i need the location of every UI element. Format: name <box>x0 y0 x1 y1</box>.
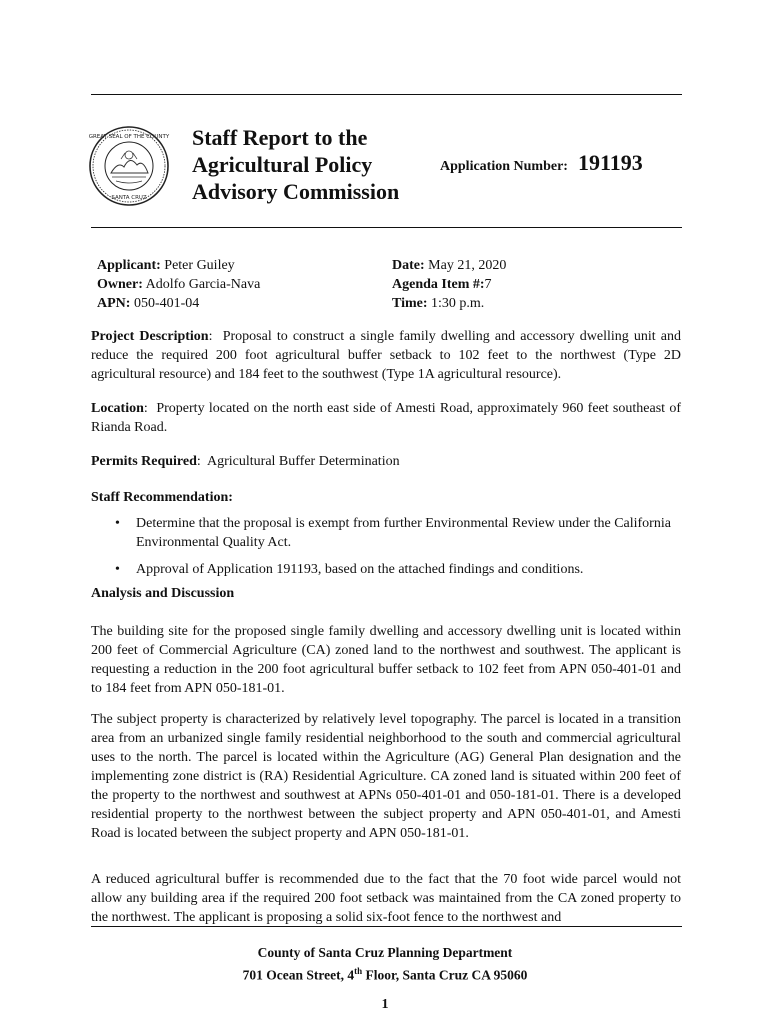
footer-line-1: County of Santa Cruz Planning Department <box>257 945 513 960</box>
meta-left <box>97 256 260 313</box>
analysis-paragraph: A reduced agricultural buffer is recommended due to the fact that the 70 foot wide parcel would not allow any building area if the required 200 foot setback was maintained from the CA zoned property to the northwest. The applicant is proposing a solid six-foot fence to the northwest and <box>91 872 681 925</box>
page-number: 1 <box>381 997 389 1012</box>
permits-text: Agricultural Buffer Determination <box>207 454 400 469</box>
applicant-value: Peter Guiley <box>164 258 235 273</box>
apn-value: 050-401-04 <box>133 296 200 311</box>
report-title <box>192 124 399 205</box>
staff-recommendation-heading: Staff Recommendation: <box>91 490 233 505</box>
title-line: Advisory Commission <box>192 179 400 204</box>
location: Location: Property located on the north east side of Amesti Road, approximately 960 feet southeast of Rianda Road. <box>91 401 681 435</box>
project-description-label: Project Description <box>91 329 209 344</box>
county-seal-icon <box>88 125 170 207</box>
location-text: Property located on the north east side of Amesti Road, approximately 960 feet southeast of Rianda Road. <box>91 401 681 435</box>
owner-value: Adolfo Garcia-Nava <box>145 277 261 292</box>
list-item: • Approval of Application 191193, based on the attached findings and conditions. <box>115 562 584 577</box>
staff-recommendation-list <box>91 514 681 587</box>
location-label: Location <box>91 401 144 416</box>
bullet-icon: • <box>115 562 120 577</box>
agenda-item-value: 7 <box>484 277 492 292</box>
applicant-label: Applicant: <box>97 258 161 273</box>
application-number <box>440 150 643 176</box>
bullet-icon: • <box>115 516 120 531</box>
agenda-item-label: Agenda Item #: <box>392 277 485 292</box>
project-description-text: Proposal to construct a single family dwelling and accessory dwelling unit and reduce the required 200 foot agricultural buffer setback to 102 feet to the northwest (Type 2D agricultural resource) and 184 feet to the southwest (Type 1A agricultural resource). <box>91 329 681 382</box>
header-bottom-rule <box>91 227 682 228</box>
date-value: May 21, 2020 <box>428 258 507 273</box>
footer-rule <box>91 926 682 927</box>
meta-right <box>392 256 506 313</box>
time-label: Time: <box>392 296 428 311</box>
list-item: • Determine that the proposal is exempt from further Environmental Review under the California Environmental Quality Act. <box>115 516 671 550</box>
apn-label: APN: <box>97 296 131 311</box>
title-line: Staff Report to the <box>192 125 368 150</box>
permits-label: Permits Required <box>91 454 197 469</box>
project-description: Project Description: Proposal to construct a single family dwelling and accessory dwelling unit and reduce the required 200 foot agricultural buffer setback to 102 feet to the northwest (Type 2D agricultural resource) and 184 feet to the southwest (Type 1A agricultural resource). <box>91 329 681 382</box>
title-line: Agricultural Policy <box>192 152 373 177</box>
seal-text-top: GREAT SEAL OF THE COUNTY <box>88 134 170 140</box>
analysis-paragraph: The subject property is characterized by relatively level topography. The parcel is located in a transition area from an urbanized single family residential neighborhood to the south and commercial agricultural uses to the north. The parcel is located within the Agriculture (AG) General Plan designation and the implementing zone district is (RA) Residential Agriculture. CA zoned land is situated within 200 feet of the property to the northwest and southwest at APNs 050-401-01 and 050-181-01. There is a developed residential property to the northwest between the subject property and APN 050-401-01, and Amesti Road is located between the subject property and APN 050-181-01. <box>91 712 681 841</box>
footer-line-2: 701 Ocean Street, 4th Floor, Santa Cruz CA 95060 <box>242 966 528 983</box>
application-number-label: Application Number: <box>440 159 568 174</box>
footer <box>0 943 770 985</box>
date-label: Date: <box>392 258 425 273</box>
time-value: 1:30 p.m. <box>431 296 485 311</box>
application-number-value: 191193 <box>577 150 643 175</box>
seal-text-bottom: SANTA CRUZ <box>111 195 147 201</box>
analysis-heading: Analysis and Discussion <box>91 586 235 601</box>
analysis-paragraph: The building site for the proposed single family dwelling and accessory dwelling unit is located within 200 feet of Commercial Agriculture (CA) zoned land to the northwest and southwest. The applicant is requesting a reduction in the 200 foot agricultural buffer setback to 102 feet from APN 050-401-01 and to 184 feet from APN 050-181-01. <box>91 624 681 696</box>
owner-label: Owner: <box>97 277 143 292</box>
permits-required: Permits Required: Agricultural Buffer Determination <box>91 454 400 469</box>
top-rule <box>91 94 682 95</box>
